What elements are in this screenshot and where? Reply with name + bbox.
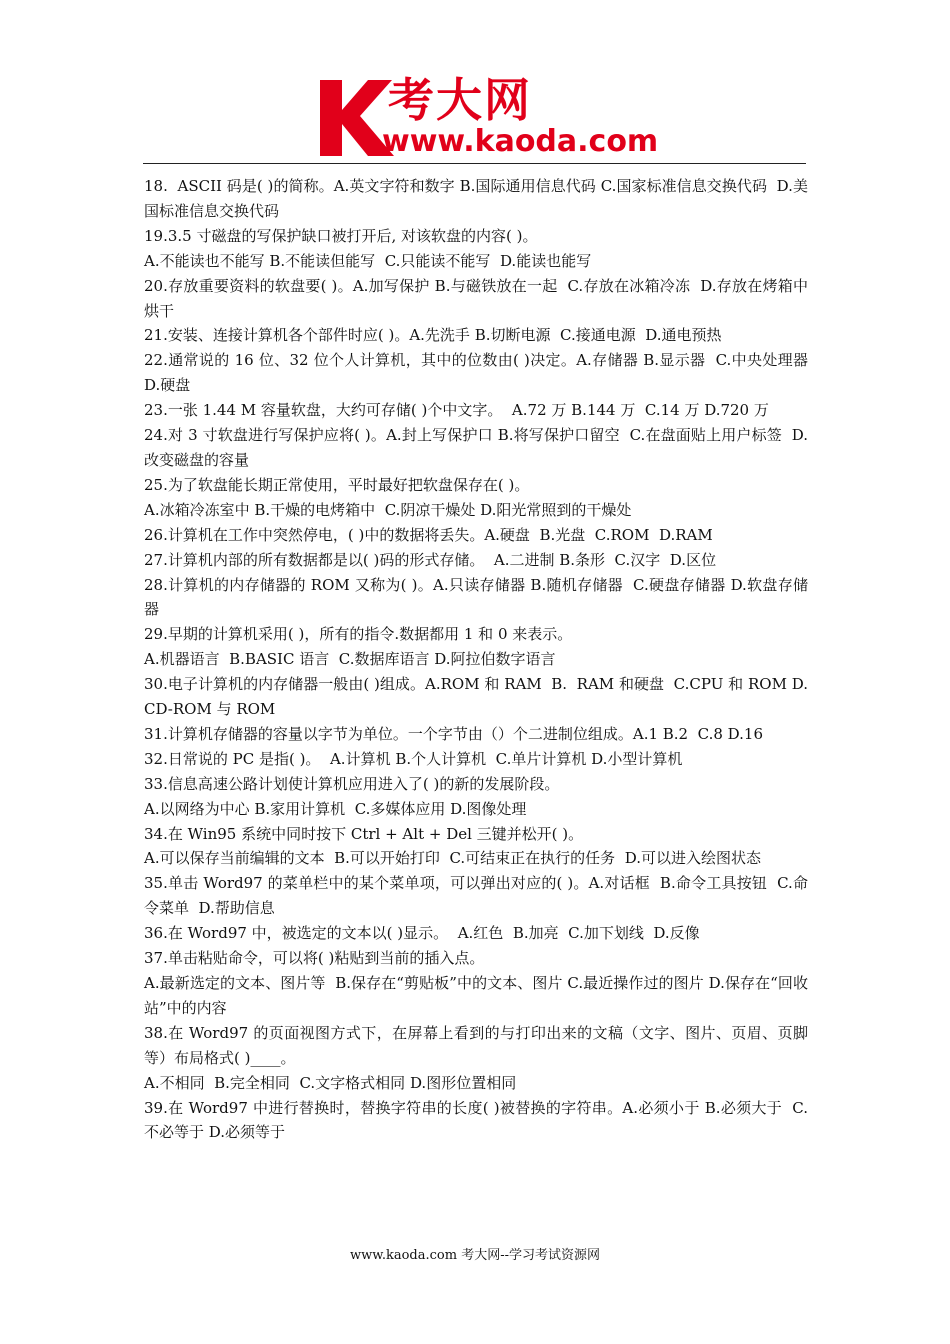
text-line: 24.对 3 寸软盘进行写保护应将( )。A.封上写保护口 B.将写保护口留空 C.在盘面贴上用户标签 D.改变磁盘的容量 [144, 426, 808, 469]
text-line: 25.为了软盘能长期正常使用，平时最好把软盘保存在( )。 [144, 475, 530, 494]
text-line: 32.日常说的 PC 是指( )。 A.计算机 B.个人计算机 C.单片计算机 D.小型计算机 [144, 749, 683, 768]
text-line: 21.安装、连接计算机各个部件时应( )。A.先洗手 B.切断电源 C.接通电源 D.通电预热 [144, 326, 722, 345]
text-line: A.可以保存当前编辑的文本 B.可以开始打印 C.可结束正在执行的任务 D.可以进入绘图状态 [144, 849, 761, 868]
text-line: 34.在 Win95 系统中同时按下 Ctrl + Alt + Del 三键并松开( )。 [144, 824, 584, 843]
text-line: A.以网络为中心 B.家用计算机 C.多媒体应用 D.图像处理 [144, 799, 527, 818]
text-line: 27.计算机内部的所有数据都是以( )码的形式存储。 A.二进制 B.条形 C.汉字 D.区位 [144, 550, 717, 569]
text-line: 26.计算机在工作中突然停电，( )中的数据将丢失。A.硬盘 B.光盘 C.ROM D.RAM [144, 525, 713, 544]
text-line: A.不相同 B.完全相同 C.文字格式相同 D.图形位置相同 [144, 1073, 517, 1092]
header-divider [143, 163, 806, 164]
text-line: 29.早期的计算机采用( )，所有的指令.数据都用 1 和 0 来表示。 [144, 625, 573, 644]
site-name: 考大网 [388, 73, 532, 127]
text-line: 20.存放重要资料的软盘要( )。A.加写保护 B.与磁铁放在一起 C.存放在冰箱冷冻 D.存放在烤箱中烘干 [144, 276, 808, 320]
text-line: 23.一张 1.44 M 容量软盘，大约可存储( )个中文字。 A.72 万 B.144 万 C.14 万 D.720 万 [144, 401, 769, 420]
text-line: 36.在 Word97 中，被选定的文本以( )显示。 A.红色 B.加亮 C.加下划线 D.反像 [144, 924, 700, 943]
text-line: 28.计算机的内存储器的 ROM 又称为( )。A.只读存储器 B.随机存储器 C.硬盘存储器 D.软盘存储器 [144, 575, 808, 619]
text-line: 38.在 Word97 的页面视图方式下，在屏幕上看到的与打印出来的文稿（文字、图片、页眉、页脚等）布局格式( )____。 [144, 1023, 808, 1067]
site-header [0, 70, 950, 165]
text-line: 37.单击粘贴命令，可以将( )粘贴到当前的插入点。 [144, 949, 485, 968]
text-line: 19.3.5 寸磁盘的写保护缺口被打开后, 对该软盘的内容( )。 [144, 226, 538, 245]
site-url: www.kaoda.com [382, 124, 659, 159]
text-line: 39.在 Word97 中进行替换时，替换字符串的长度( )被替换的字符串。A.必须小于 B.必须大于 C.不必等于 D.必须等于 [144, 1098, 809, 1142]
text-line: 30.电子计算机的内存储器一般由( )组成。A.ROM 和 RAM B. RAM 和硬盘 C.CPU 和 ROM D.CD-ROM 与 ROM [144, 675, 808, 719]
text-line: A.机器语言 B.BASIC 语言 C.数据库语言 D.阿拉伯数字语言 [144, 650, 556, 669]
page-footer: www.kaoda.com 考大网--学习考试资源网 [350, 1248, 600, 1263]
text-line: A.不能读也不能写 B.不能读但能写 C.只能读不能写 D.能读也能写 [144, 251, 592, 270]
text-line: 35.单击 Word97 的菜单栏中的某个菜单项，可以弹出对应的( )。A.对话框 B.命令工具按钮 C.命令菜单 D.帮助信息 [144, 874, 808, 918]
text-line: 22.通常说的 16 位、32 位个人计算机，其中的位数由( )决定。A.存储器 B.显示器 C.中央处理器 D.硬盘 [144, 351, 813, 395]
text-line: A.冰箱冷冻室中 B.干燥的电烤箱中 C.阴凉干燥处 D.阳光常照到的干燥处 [144, 500, 632, 519]
text-line: 18. ASCII 码是( )的简称。A.英文字符和数字 B.国际通用信息代码 C.国家标准信息交换代码 D.美国标准信息交换代码 [144, 177, 808, 220]
text-line: A.最新选定的文本、图片等 B.保存在“剪贴板”中的文本、图片 C.最近操作过的图片 D.保存在“回收站”中的内容 [144, 974, 808, 1017]
question-list [144, 174, 813, 1145]
text-line: 31.计算机存储器的容量以字节为单位。一个字节由（）个二进制位组成。A.1 B.2 C.8 D.16 [144, 724, 764, 743]
text-line: 33.信息高速公路计划使计算机应用进入了( )的新的发展阶段。 [144, 774, 560, 793]
